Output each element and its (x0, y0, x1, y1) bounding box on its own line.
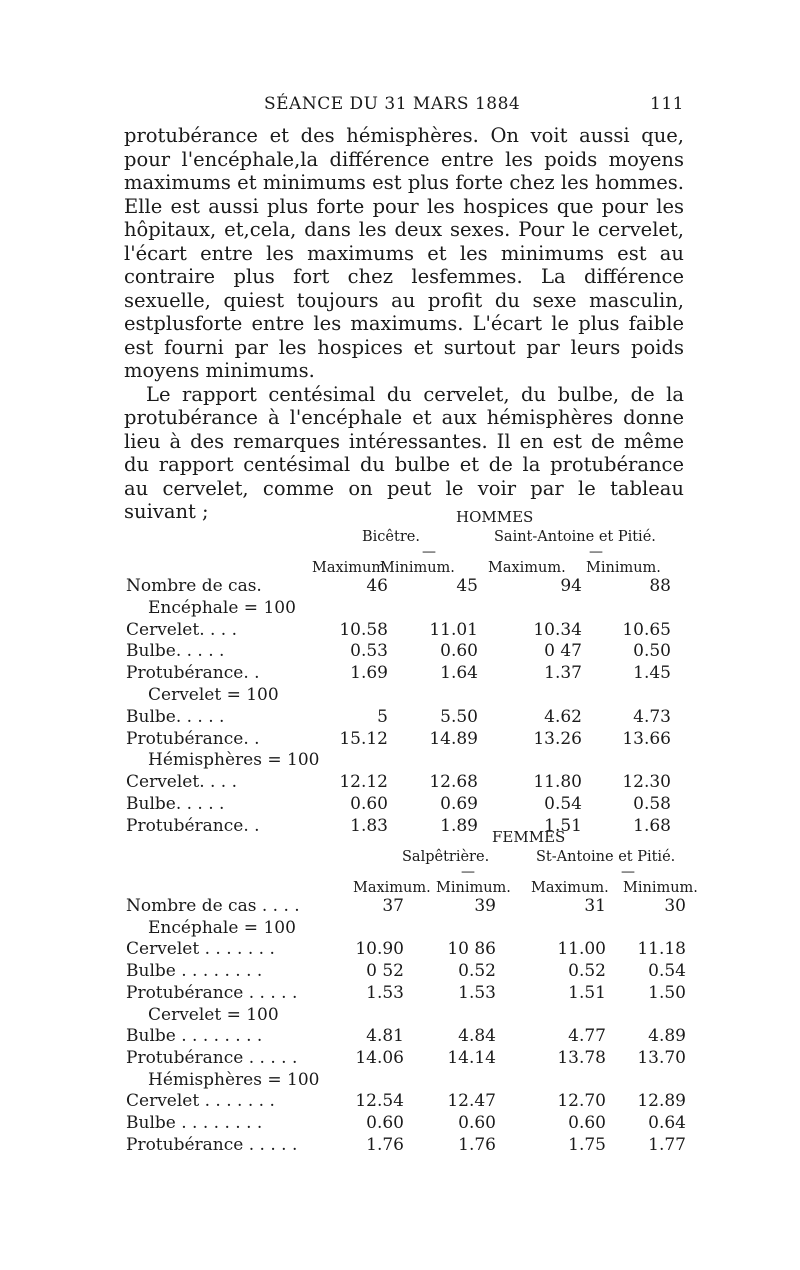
column-header: Maximum. (353, 880, 431, 896)
cell-value: 0.53 (350, 641, 388, 662)
row-label: Nombre de cas . . . . (126, 896, 300, 916)
cell-value: 5.50 (440, 706, 478, 727)
section-row (126, 918, 686, 940)
row-label: Cervelet . . . . . . . (126, 1091, 275, 1112)
cell-value: 1.76 (366, 1134, 404, 1155)
cell-value: 39 (474, 896, 496, 916)
section-row (126, 1070, 686, 1092)
cell-value: 1.50 (648, 982, 686, 1003)
table-row (126, 641, 686, 663)
table-row (126, 1048, 686, 1070)
cell-value: 0.60 (350, 794, 388, 814)
cell-value: 46 (366, 576, 388, 596)
cell-value: 10.58 (339, 619, 388, 640)
dash-separator: — (422, 544, 436, 560)
column-header: Minimum. (380, 560, 455, 576)
table-row (126, 1026, 686, 1048)
cell-value: 1.51 (544, 815, 582, 836)
cell-value: 14.14 (447, 1047, 496, 1068)
cell-value: 0.58 (633, 794, 671, 814)
cell-value: 10.65 (622, 619, 671, 640)
cell-value: 1.45 (633, 663, 671, 684)
cell-value: 12.89 (637, 1091, 686, 1112)
cell-value: 1.37 (544, 663, 582, 684)
cell-value: 14.89 (429, 728, 478, 749)
group-title: HOMMES (456, 508, 534, 526)
row-label: Protubérance . . . . . (126, 1134, 298, 1155)
cell-value: 0.64 (648, 1113, 686, 1133)
column-header: Maximum. (312, 560, 390, 576)
institution-label: Saint-Antoine et Pitié. (494, 529, 656, 545)
body-text (124, 124, 684, 524)
cell-value: 88 (649, 576, 671, 596)
section-label: Hémisphères = 100 (148, 1069, 320, 1090)
cell-value: 13.66 (622, 728, 671, 749)
cell-value: 5 (377, 706, 388, 727)
cell-value: 4.62 (544, 706, 582, 727)
table-row (126, 961, 686, 983)
cell-value: 11.00 (557, 939, 606, 960)
table-row (126, 896, 686, 918)
cell-value: 13.78 (557, 1047, 606, 1068)
row-label: Bulbe . . . . . . . . (126, 1026, 263, 1047)
cell-value: 45 (456, 576, 478, 596)
cell-value: 0.60 (458, 1113, 496, 1133)
section-row (126, 1005, 686, 1027)
cell-value: 0 47 (544, 641, 582, 662)
cell-value: 37 (382, 896, 404, 916)
cell-value: 1.75 (568, 1134, 606, 1155)
row-label: Bulbe. . . . . (126, 794, 225, 814)
table-row (126, 576, 686, 598)
cell-value: 12.54 (355, 1091, 404, 1112)
paragraph: protubérance et des hémisphères. On voit aussi que, pour l'encéphale,la différence entre les poids moyens maximums et minimums est plus forte chez les hommes. Elle est aussi plus forte pour les hospices que pour les hôpitaux, et,cela, dans les deux sexes. Pour le cervelet, l'écart entre les maximums et les minimums est au contraire plus fort chez lesfemmes. La différence sexuelle, quiest toujours au profit du sexe masculin, estplusforte entre les maximums. L'écart le plus faible est fourni par les hospices et surtout par leurs poids moyens minimums. (124, 124, 684, 382)
cell-value: 10.34 (533, 619, 582, 640)
section-row (126, 598, 686, 620)
group-title: FEMMES (492, 828, 566, 846)
row-label: Protubérance. . (126, 815, 260, 836)
table-row (126, 983, 686, 1005)
row-label: Nombre de cas. (126, 576, 262, 596)
cell-value: 1.77 (648, 1134, 686, 1155)
table-row (126, 707, 686, 729)
cell-value: 11.01 (429, 619, 478, 640)
section-row (126, 750, 686, 772)
table-row (126, 772, 686, 794)
cell-value: 0.50 (633, 641, 671, 662)
table-row (126, 939, 686, 961)
table-row (126, 794, 686, 816)
cell-value: 12.47 (447, 1091, 496, 1112)
cell-value: 4.73 (633, 706, 671, 727)
cell-value: 4.89 (648, 1026, 686, 1047)
dash-separator: — (621, 864, 635, 880)
cell-value: 12.70 (557, 1091, 606, 1112)
column-header: Minimum. (436, 880, 511, 896)
cell-value: 4.84 (458, 1026, 496, 1047)
cell-value: 1.83 (350, 815, 388, 836)
section-row (126, 685, 686, 707)
cell-value: 0.54 (648, 961, 686, 982)
header-title: SÉANCE DU 31 MARS 1884 (264, 94, 521, 114)
row-label: Protubérance . . . . . (126, 1047, 298, 1068)
column-header: Minimum. (586, 560, 661, 576)
cell-value: 10.90 (355, 939, 404, 960)
dash-separator: — (589, 544, 603, 560)
row-label: Bulbe. . . . . (126, 641, 225, 662)
section-label: Encéphale = 100 (148, 917, 296, 938)
cell-value: 0.69 (440, 794, 478, 814)
cell-value: 1.89 (440, 815, 478, 836)
section-label: Cervelet = 100 (148, 685, 279, 705)
cell-value: 12.12 (339, 772, 388, 793)
table-row (126, 620, 686, 642)
section-label: Cervelet = 100 (148, 1004, 279, 1025)
page-number: 111 (650, 94, 684, 114)
cell-value: 1.64 (440, 663, 478, 684)
cell-value: 31 (584, 896, 606, 916)
institution-label: St-Antoine et Pitié. (536, 849, 676, 865)
cell-value: 12.30 (622, 772, 671, 793)
row-label: Protubérance. . (126, 728, 260, 749)
cell-value: 0.60 (440, 641, 478, 662)
cell-value: 1.53 (366, 982, 404, 1003)
row-label: Cervelet. . . . (126, 772, 238, 793)
row-label: Bulbe . . . . . . . . (126, 1113, 263, 1133)
cell-value: 13.70 (637, 1047, 686, 1068)
row-label: Protubérance. . (126, 663, 260, 684)
column-header: Maximum. (531, 880, 609, 896)
row-label: Bulbe. . . . . (126, 706, 225, 727)
cell-value: 0.60 (568, 1113, 606, 1133)
cell-value: 11.80 (533, 772, 582, 793)
cell-value: 1.76 (458, 1134, 496, 1155)
cell-value: 13.26 (533, 728, 582, 749)
row-label: Bulbe . . . . . . . . (126, 961, 263, 982)
cell-value: 11.18 (637, 939, 686, 960)
cell-value: 0.60 (366, 1113, 404, 1133)
cell-value: 10 86 (447, 939, 496, 960)
cell-value: 12.68 (429, 772, 478, 793)
column-header: Minimum. (623, 880, 698, 896)
cell-value: 1.68 (633, 815, 671, 836)
table-row (126, 729, 686, 751)
cell-value: 4.81 (366, 1026, 404, 1047)
paragraph: Le rapport centésimal du cervelet, du bulbe, de la protubérance à l'encéphale et aux hémisphères donne lieu à des remarques intéressantes. Il en est de même du rapport centésimal du bulbe et de la protubérance au cervelet, comme on peut le voir par le tableau suivant ; (124, 382, 684, 523)
cell-value: 0 52 (366, 961, 404, 982)
cell-value: 30 (664, 896, 686, 916)
institution-label: Salpêtrière. (402, 849, 490, 865)
section-label: Hémisphères = 100 (148, 750, 320, 771)
dash-separator: — (461, 864, 475, 880)
cell-value: 0.54 (544, 794, 582, 814)
table-row (126, 1113, 686, 1135)
table-row (126, 663, 686, 685)
table-row (126, 816, 686, 838)
row-label: Protubérance . . . . . (126, 982, 298, 1003)
cell-value: 1.51 (568, 982, 606, 1003)
cell-value: 14.06 (355, 1047, 404, 1068)
table-row (126, 1135, 686, 1157)
institution-label: Bicêtre. (362, 529, 420, 545)
row-label: Cervelet . . . . . . . (126, 939, 275, 960)
cell-value: 15.12 (339, 728, 388, 749)
cell-value: 1.53 (458, 982, 496, 1003)
column-header: Maximum. (488, 560, 566, 576)
table-row (126, 1091, 686, 1113)
cell-value: 0.52 (568, 961, 606, 982)
cell-value: 4.77 (568, 1026, 606, 1047)
row-label: Cervelet. . . . (126, 619, 238, 640)
section-label: Encéphale = 100 (148, 597, 296, 618)
cell-value: 1.69 (350, 663, 388, 684)
cell-value: 0.52 (458, 961, 496, 982)
cell-value: 94 (560, 576, 582, 596)
